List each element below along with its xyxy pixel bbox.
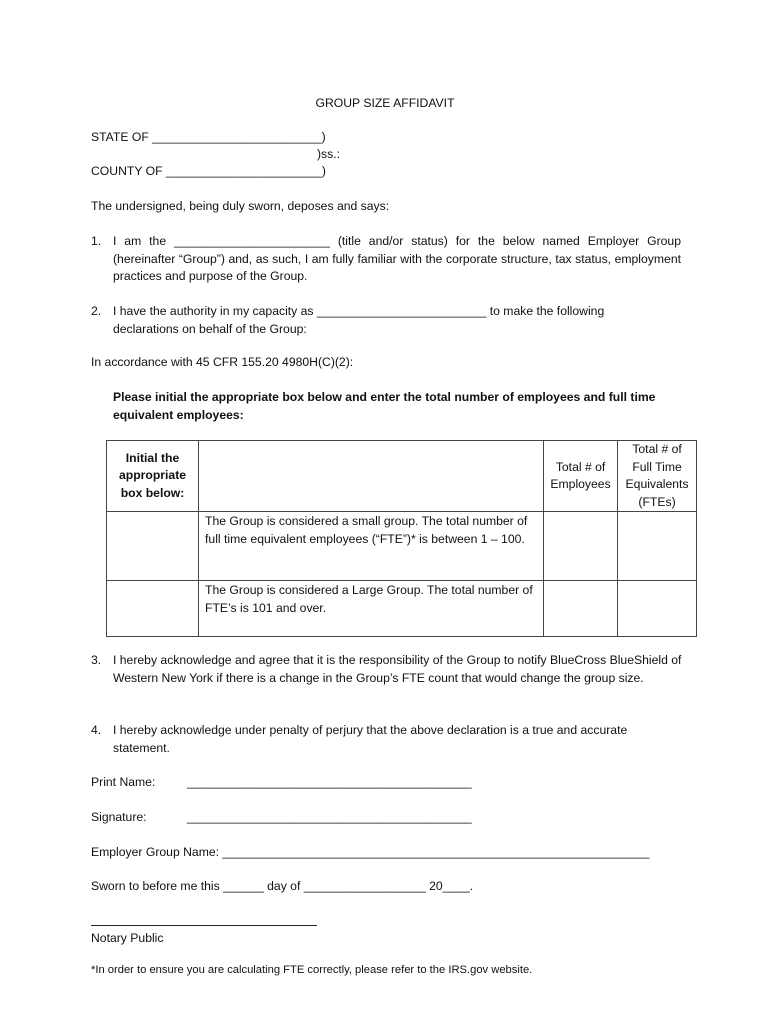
print-name-label: Print Name:	[91, 775, 156, 789]
sworn-date-field[interactable]: Sworn to before me this ______ day of __________________ 20____.	[91, 879, 474, 893]
header-employees	[544, 441, 618, 512]
item-number: 3.	[91, 653, 102, 667]
item-1-text: I am the _______________________ (title and/or status) for the below named Employer Group (hereinafter “Group”) and, as such, I am fully familiar with the corporate structure, tax status, employment practices and purpose of the Group.	[113, 234, 681, 283]
table-row	[107, 512, 697, 581]
footnote: *In order to ensure you are calculating FTE correctly, please refer to the IRS.gov website.	[91, 964, 533, 976]
large-group-description: The Group is considered a Large Group. The total number of FTE’s is 101 and over.	[199, 581, 544, 637]
regulation-reference: In accordance with 45 CFR 155.20 4980H(C)(2):	[91, 355, 354, 369]
item-4-text: I hereby acknowledge under penalty of perjury that the above declaration is a true and accurate statement.	[113, 723, 628, 755]
item-number: 4.	[91, 723, 102, 737]
item-number: 2.	[91, 304, 102, 318]
print-name-field[interactable]: __________________________________________	[187, 775, 472, 789]
fte-input-small[interactable]	[618, 512, 697, 581]
ss-marker: )ss.:	[317, 147, 341, 161]
fte-input-large[interactable]	[618, 581, 697, 637]
small-group-description: The Group is considered a small group. The total number of full time equivalent employees (“FTE”)* is between 1 – 100.	[199, 512, 544, 581]
header-initial-text: Initial the appropriate box below:	[119, 450, 187, 500]
table-instruction: Please initial the appropriate box below and enter the total number of employees and full time equivalent employees:	[113, 390, 656, 422]
notary-label: Notary Public	[91, 931, 164, 945]
employees-input-large[interactable]	[544, 581, 618, 637]
employees-input-small[interactable]	[544, 512, 618, 581]
header-initial	[107, 441, 199, 512]
notary-signature-line[interactable]	[91, 925, 317, 926]
initial-box-small[interactable]	[107, 512, 199, 581]
initial-box-large[interactable]	[107, 581, 199, 637]
state-line: STATE OF _________________________)	[91, 130, 326, 144]
header-fte-text: Total # of Full Time Equivalents (FTEs)	[625, 442, 689, 509]
intro-statement: The undersigned, being duly sworn, deposes and says:	[91, 199, 390, 213]
signature-field[interactable]: __________________________________________	[187, 810, 472, 824]
document-title: GROUP SIZE AFFIDAVIT	[315, 96, 455, 110]
item-2-text: I have the authority in my capacity as _________________________ to make the following declarations on behalf of the Group:	[113, 304, 605, 336]
employer-group-name-field[interactable]: Employer Group Name: _______________________________________________________________	[91, 845, 650, 859]
signature-label: Signature:	[91, 810, 147, 824]
item-number: 1.	[91, 234, 102, 248]
header-fte	[618, 441, 697, 512]
county-line: COUNTY OF _______________________)	[91, 164, 326, 178]
table-row	[107, 581, 697, 637]
group-size-table	[106, 440, 697, 637]
header-employees-text: Total # of Employees	[550, 459, 611, 491]
item-3-text: I hereby acknowledge and agree that it is the responsibility of the Group to notify BlueCross BlueShield of Western New York if there is a change in the Group’s FTE count that would change the group size.	[113, 653, 682, 685]
header-description	[199, 441, 544, 512]
